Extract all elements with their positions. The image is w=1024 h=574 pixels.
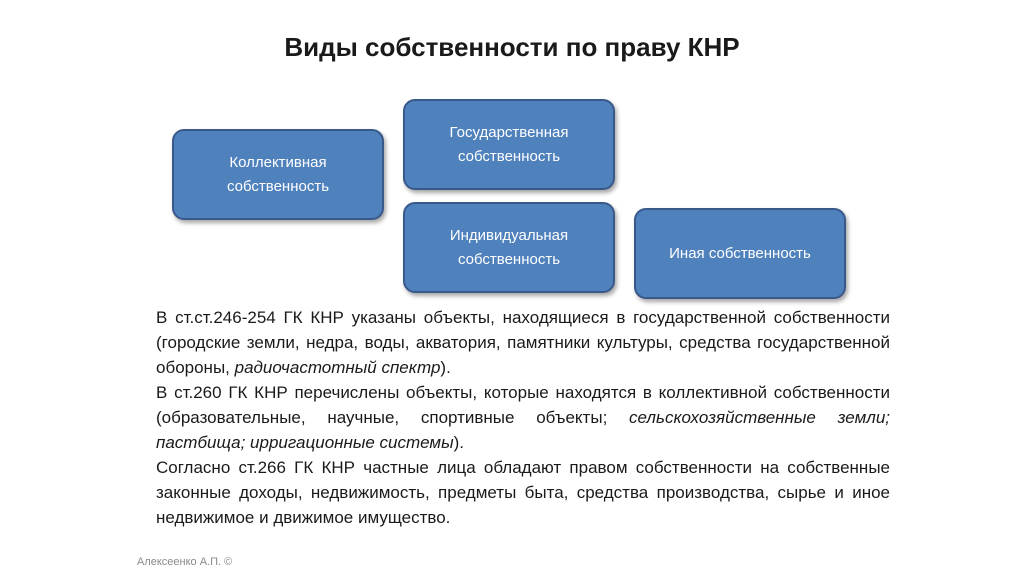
state-box-line2: собственность bbox=[457, 147, 561, 165]
other-property-box bbox=[634, 208, 846, 299]
paragraph-private-property bbox=[156, 455, 890, 530]
individual-box-line2: собственность bbox=[457, 250, 561, 268]
collective-box-line1: Коллективная bbox=[229, 153, 327, 171]
p3-text: Согласно ст.266 ГК КНР частные лица обладают правом собственности на собственные законные доходы, недвижимость, предметы быта, средства производства, сырье и иное недвижимое и движимое имущество. bbox=[156, 458, 890, 527]
p2-text: В ст.260 ГК КНР перечислены объекты, которые находятся в коллективной собственности (образовательные, научные, спортивные объекты; bbox=[156, 383, 890, 427]
page-title: Виды собственности по праву КНР bbox=[284, 32, 740, 62]
individual-property-box bbox=[403, 202, 615, 293]
p1-end: ). bbox=[440, 358, 451, 377]
p2-italic: сельскохозяйственные земли; пастбища; ирригационные системы bbox=[156, 408, 890, 452]
state-property-box bbox=[403, 99, 615, 190]
individual-box-line1: Индивидуальная bbox=[449, 226, 569, 244]
footer-author: Алексеенко А.П. © bbox=[137, 556, 233, 568]
state-box-line1: Государственная bbox=[449, 123, 569, 141]
paragraph-collective-property bbox=[156, 380, 890, 455]
paragraph-state-property bbox=[156, 305, 890, 380]
p1-text: В ст.ст.246-254 ГК КНР указаны объекты, находящиеся в государственной собственности (городские земли, недра, воды, акватория, памятники культуры, средства государственной обороны, bbox=[156, 308, 890, 377]
body-text bbox=[156, 305, 890, 530]
p1-italic: радиочастотный спектр bbox=[234, 358, 441, 377]
collective-property-box bbox=[172, 129, 384, 220]
p2-end: ). bbox=[453, 433, 464, 452]
collective-box-line2: собственность bbox=[226, 177, 330, 195]
other-box-line1: Иная собственность bbox=[669, 244, 811, 262]
